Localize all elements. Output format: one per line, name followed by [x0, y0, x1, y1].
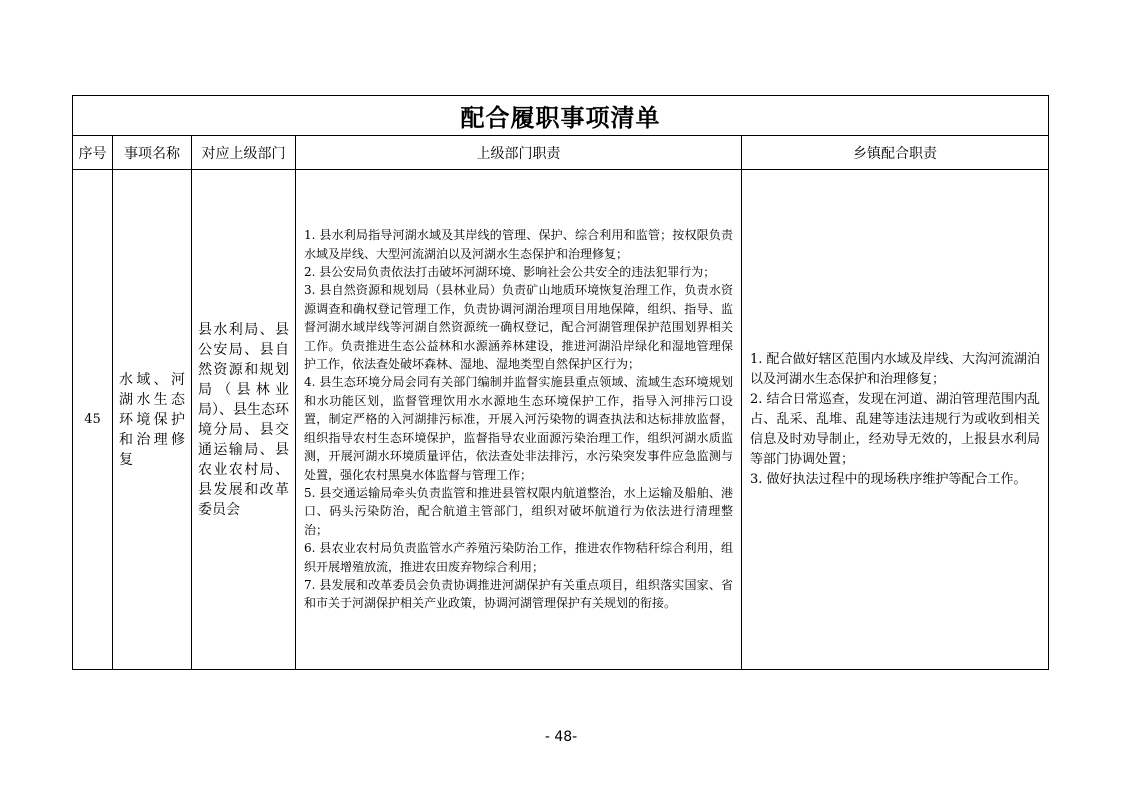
superior-duty-item: 4. 县生态环境分局会同有关部门编制并监督实施县重点领域、流域生态环境规划和水功能区划，监督管理饮用水水源地生态环境保护工作，指导入河排污口设置，制定严格的入河湖排污标准，开展入河污染物的调查执法和达标排放监督，组织指导农村生态环境保护，监督指导农业面源污染治理工作，组织河湖水质监测，开展河湖水环境质量评估，依法查处非法排污，水污染突发事件应急监测与处置，强化农村黑臭水体监督与管理工作；: [304, 375, 733, 482]
row-seq: 45: [73, 170, 113, 670]
superior-duty-item: 7. 县发展和改革委员会负责协调推进河湖保护有关重点项目，组织落实国家、省和市关于河湖保护相关产业政策，协调河湖管理保护有关规划的衔接。: [304, 577, 733, 611]
row-dept: 县水利局、县公安局、县自然资源和规划局（县林业局）、县生态环境分局、县交通运输局、县农业农村局、县发展和改革委员会: [192, 170, 296, 670]
row-item-name: 水域、河湖水生态环境保护和治理修复: [113, 170, 192, 670]
superior-duty-item: 5. 县交通运输局牵头负责监管和推进县管权限内航道整治，水上运输及船舶、港口、码头污染防治，配合航道主管部门，组织对破坏航道行为依法进行清理整治；: [304, 485, 733, 537]
superior-duty-item: 6. 县农业农村局负责监管水产养殖污染防治工作，推进农作物秸秆综合利用，组织开展增殖放流，推进农田废弃物综合利用；: [304, 541, 733, 574]
header-dept: 对应上级部门: [192, 136, 296, 170]
table-row: [73, 170, 1049, 670]
header-town-duty: 乡镇配合职责: [742, 136, 1049, 170]
superior-duty-item: 1. 县水利局指导河湖水域及其岸线的管理、保护、综合利用和监管；按权限负责水域及岸线、大型河流湖泊以及河湖水生态保护和治理修复；: [304, 228, 733, 261]
table-title: 配合履职事项清单: [73, 96, 1049, 136]
town-duty-item: 2. 结合日常巡查，发现在河道、湖泊管理范围内乱占、乱采、乱堆、乱建等违法违规行为或收到相关信息及时劝导制止，经劝导无效的，上报县水利局等部门协调处置；: [750, 391, 1041, 467]
row-superior-duties: [296, 170, 742, 670]
duty-list-table: [72, 95, 1049, 670]
header-seq: 序号: [73, 136, 113, 170]
superior-duty-item: 3. 县自然资源和规划局（县林业局）负责矿山地质环境恢复治理工作，负责水资源调查和确权登记管理工作，负责协调河湖治理项目用地保障，组织、指导、监督河湖水域岸线等河湖自然资源统一确权登记，配合河湖管理保护范围划界相关工作。负责推进生态公益林和水源涵养林建设，推进河湖沿岸绿化和湿地管理保护工作，依法查处破坏森林、湿地、湿地类型自然保护区行为；: [304, 283, 733, 372]
superior-duty-item: 2. 县公安局负责依法打击破坏河湖环境、影响社会公共安全的违法犯罪行为；: [304, 265, 716, 280]
header-item-name: 事项名称: [113, 136, 192, 170]
town-duty-item: 3. 做好执法过程中的现场秩序维护等配合工作。: [750, 471, 1027, 487]
row-town-duties: [742, 170, 1049, 670]
town-duty-item: 1. 配合做好辖区范围内水域及岸线、大沟河流湖泊以及河湖水生态保护和治理修复；: [750, 351, 1041, 387]
page-number: - 48-: [544, 729, 578, 745]
header-superior-duty: 上级部门职责: [296, 136, 742, 170]
